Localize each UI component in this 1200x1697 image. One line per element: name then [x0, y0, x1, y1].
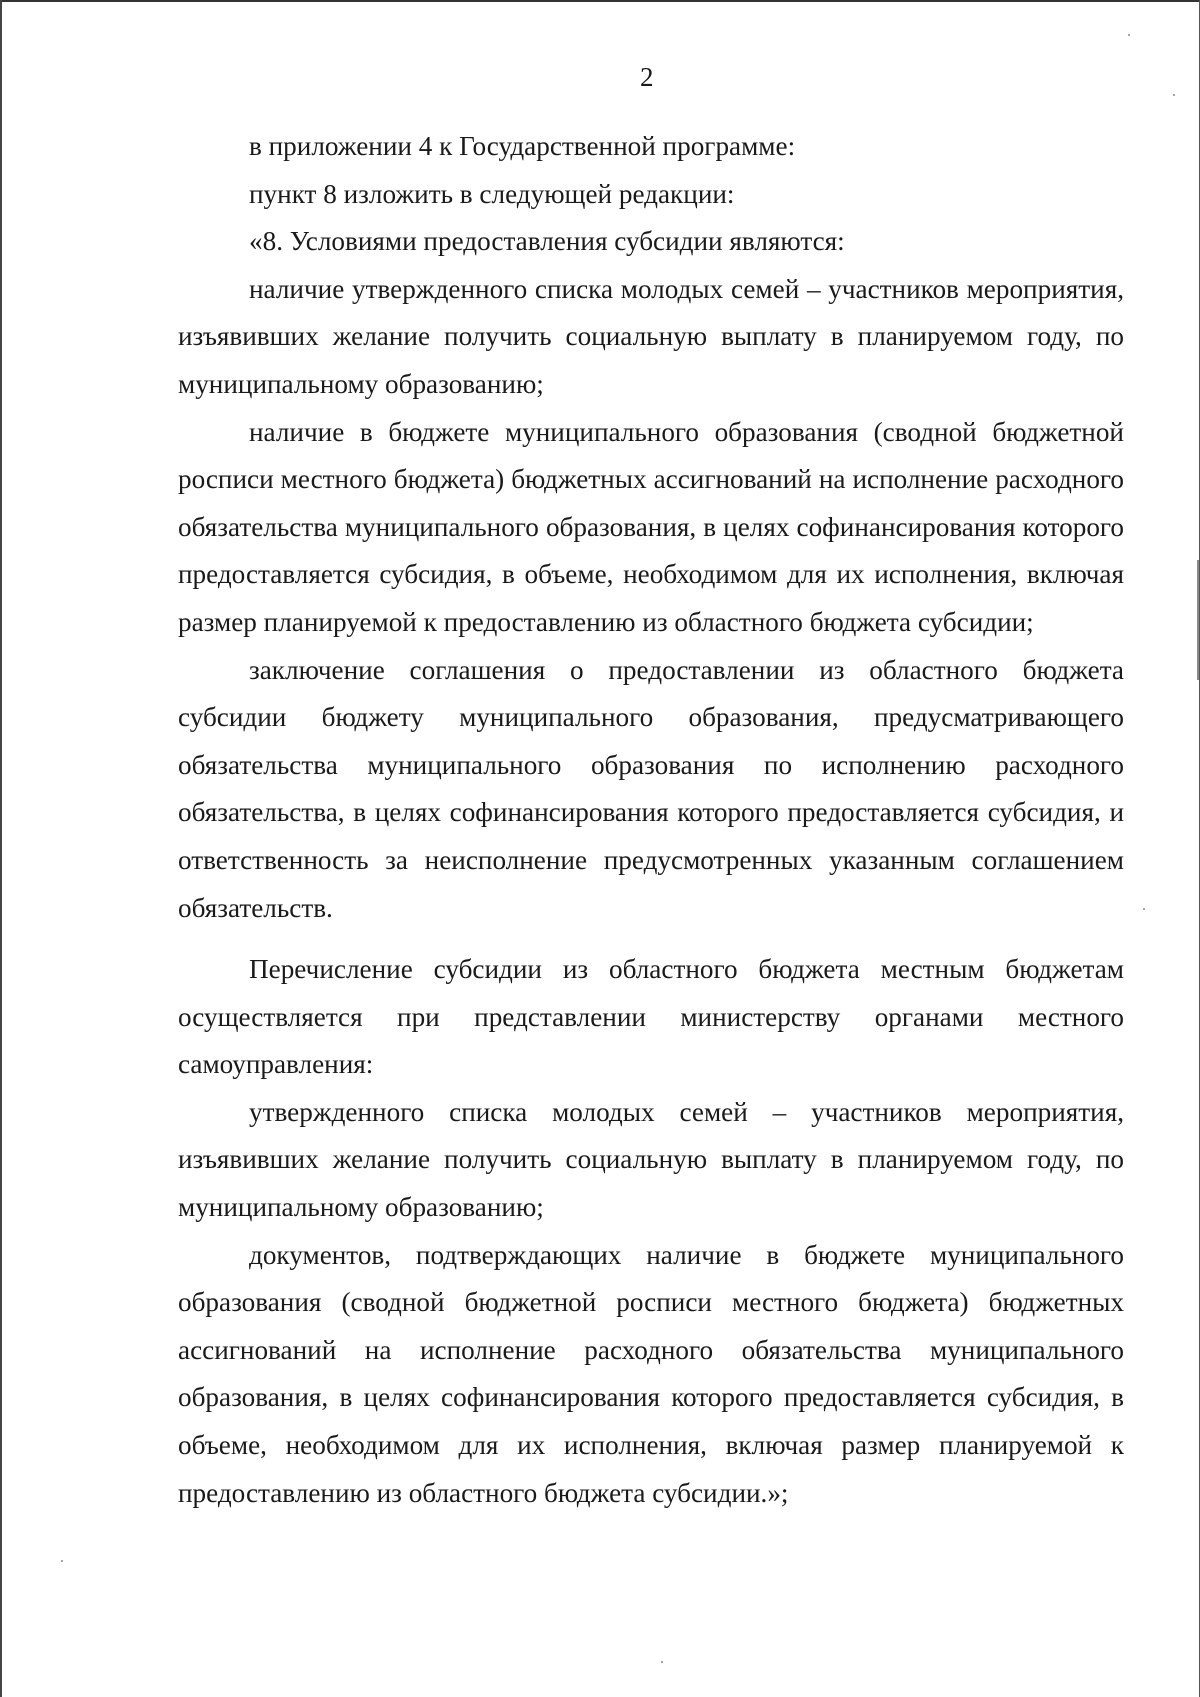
paragraph-transfer: Перечисление субсидии из областного бюджета местным бюджетам осуществляется при представлении министерству органами местного самоуправления:	[178, 954, 1124, 1080]
scan-border-top	[0, 0, 1200, 2]
scan-speck	[661, 1661, 663, 1663]
paragraph-intro: в приложении 4 к Государственной программе:	[249, 131, 796, 161]
paragraph-condition-budget: наличие в бюджете муниципального образования (сводной бюджетной росписи местного бюджета) бюджетных ассигнований на исполнение расходного обязательства муниципального образования, в целях софинансирования которого предоставляется субсидия, в объеме, необходимом для их исполнения, включая размер планируемой к предоставлению из областного бюджета субсидии;	[178, 416, 1124, 637]
paragraph-transfer-list: утвержденного списка молодых семей – участников мероприятия, изъявивших желание получить социальную выплату в планируемом году, по муниципальному образованию;	[178, 1096, 1124, 1223]
scan-border-left	[0, 0, 2, 1697]
page-number: 2	[640, 62, 654, 92]
scan-speck	[61, 1560, 63, 1562]
scan-speck	[1143, 908, 1145, 910]
paragraph-conditions-heading: «8. Условиями предоставления субсидии являются:	[249, 226, 845, 257]
paragraph-transfer-documents: документов, подтверждающих наличие в бюджете муниципального образования (сводной бюджетной росписи местного бюджета) бюджетных ассигнований на исполнение расходного обязательства муниципального образования, в целях софинансирования которого предоставляется субсидия, в объеме, необходимом для их исполнения, включая размер планируемой к предоставлению из областного бюджета субсидии.»;	[178, 1239, 1124, 1508]
scan-border-right-mark	[1197, 560, 1199, 680]
paragraph-condition-list: наличие утвержденного списка молодых семей – участников мероприятия, изъявивших желание получить социальную выплату в планируемом году, по муниципальному образованию;	[178, 273, 1124, 399]
paragraph-instruction: пункт 8 изложить в следующей редакции:	[249, 178, 735, 209]
scan-speck	[1128, 34, 1130, 36]
document-body	[178, 123, 1124, 1517]
scan-speck	[1173, 94, 1175, 96]
paragraph-condition-agreement: заключение соглашения о предоставлении из областного бюджета субсидии бюджету муниципального образования, предусматривающего обязательства муниципального образования по исполнению расходного обязательства, в целях софинансирования которого предоставляется субсидия, и ответственность за неисполнение предусмотренных указанным соглашением обязательств.	[178, 654, 1124, 923]
